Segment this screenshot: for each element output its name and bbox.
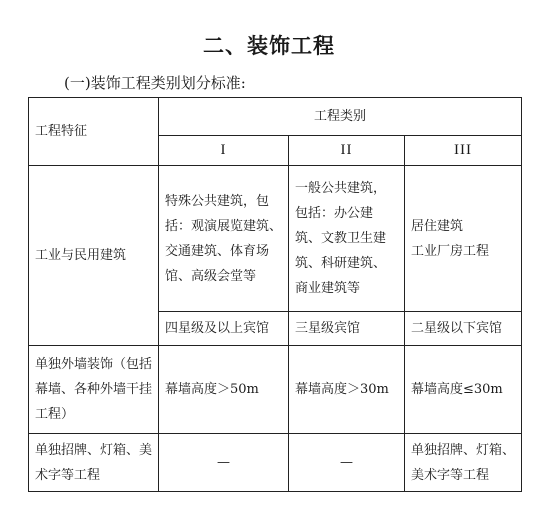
- cell-hotel-class2: 三星级宾馆: [289, 312, 405, 346]
- row-feature-facade: 单独外墙装饰（包括幕墙、各种外墙干挂工程）: [29, 346, 159, 434]
- section-subtitle: (一)装饰工程类别划分标准:: [64, 74, 246, 92]
- cell-signage-class2: —: [289, 434, 405, 492]
- cell-facade-class1: 幕墙高度＞50m: [159, 346, 289, 434]
- cell-hotel-class1: 四星级及以上宾馆: [159, 312, 289, 346]
- header-category: 工程类别: [159, 98, 522, 136]
- cell-signage-class3: 单独招牌、灯箱、美术字等工程: [405, 434, 522, 492]
- cell-facade-class2: 幕墙高度＞30m: [289, 346, 405, 434]
- class-label-3: III: [405, 136, 522, 166]
- row-feature-signage: 单独招牌、灯箱、美术字等工程: [29, 434, 159, 492]
- cell-civil-class1: 特殊公共建筑，包括：观演展览建筑、交通建筑、体育场馆、高级会堂等: [159, 166, 289, 312]
- cell-hotel-class3: 二星级以下宾馆: [405, 312, 522, 346]
- cell-civil-class3: 居住建筑 工业厂房工程: [405, 166, 522, 312]
- classification-table: [28, 97, 522, 492]
- page-title: 二、装饰工程: [203, 34, 335, 58]
- cell-civil-class2: 一般公共建筑，包括：办公建筑、文教卫生建筑、科研建筑、商业建筑等: [289, 166, 405, 312]
- class-label-1: I: [159, 136, 289, 166]
- class-label-2: II: [289, 136, 405, 166]
- cell-signage-class1: —: [159, 434, 289, 492]
- row-feature-civil: 工业与民用建筑: [29, 166, 159, 346]
- cell-facade-class3: 幕墙高度≤30m: [405, 346, 522, 434]
- header-feature: 工程特征: [29, 98, 159, 166]
